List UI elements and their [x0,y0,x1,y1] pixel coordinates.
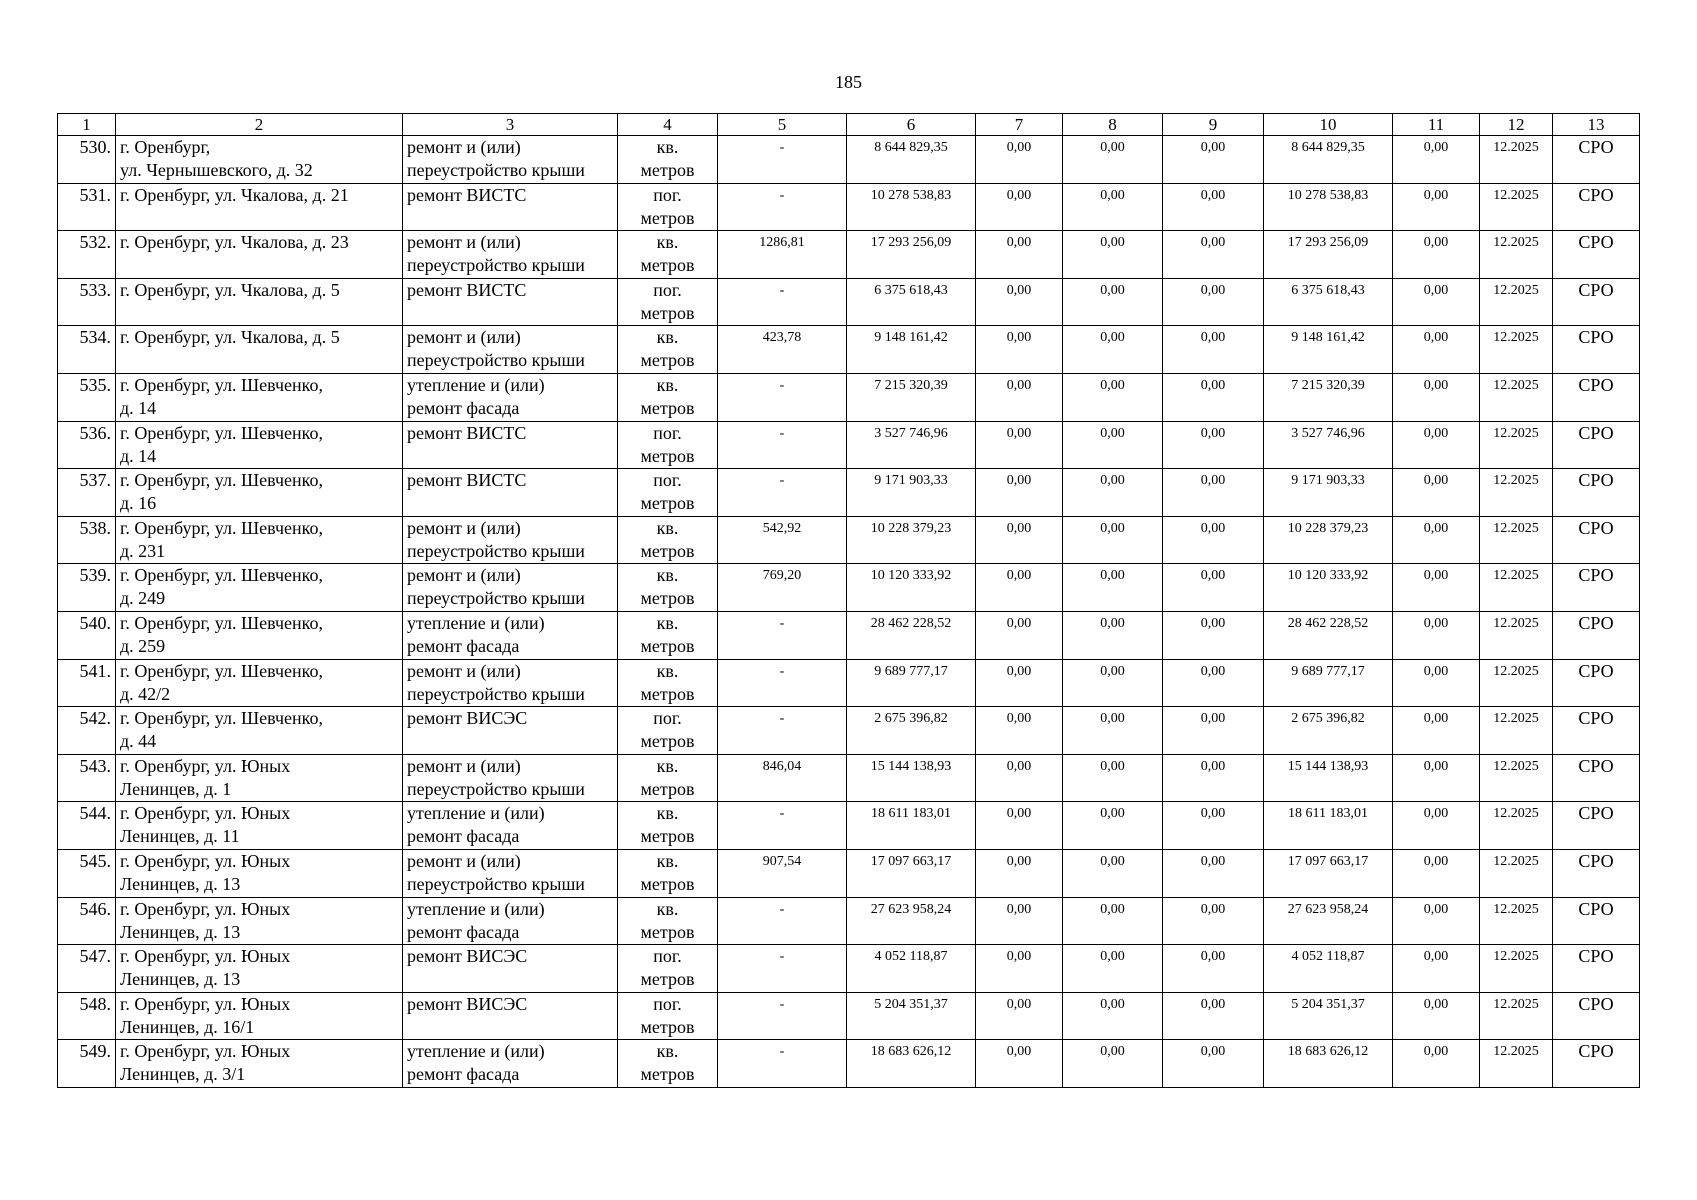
work-type-cell: ремонт ВИСТС [403,278,618,326]
cost-cell-8: 0,00 [1063,326,1163,374]
column-header: 2 [116,114,403,136]
table-row [58,1040,1640,1088]
row-number-cell: 543. [58,754,116,802]
executor-cell: СРО [1553,945,1640,993]
column-header: 6 [847,114,976,136]
cost-cell-10: 2 675 396,82 [1264,707,1393,755]
deadline-cell: 12.2025 [1480,897,1553,945]
cost-cell-7: 0,00 [976,278,1063,326]
deadline-cell: 12.2025 [1480,945,1553,993]
row-number-cell: 541. [58,659,116,707]
cost-cell-11: 0,00 [1393,945,1480,993]
quantity-cell: - [718,659,847,707]
table-body [58,136,1640,1088]
executor-cell: СРО [1553,469,1640,517]
column-header: 7 [976,114,1063,136]
cost-cell-9: 0,00 [1163,707,1264,755]
work-type-cell: ремонт и (или) переустройство крыши [403,231,618,279]
work-type-cell: ремонт и (или) переустройство крыши [403,516,618,564]
cost-cell-10: 9 689 777,17 [1264,659,1393,707]
table-row [58,136,1640,184]
quantity-cell: - [718,945,847,993]
executor-cell: СРО [1553,136,1640,184]
cost-cell-8: 0,00 [1063,611,1163,659]
cost-cell-8: 0,00 [1063,516,1163,564]
cost-cell-10: 17 097 663,17 [1264,849,1393,897]
unit-cell: кв. метров [618,897,718,945]
work-type-cell: ремонт ВИСТС [403,421,618,469]
unit-cell: пог. метров [618,945,718,993]
quantity-cell: 423,78 [718,326,847,374]
quantity-cell: - [718,278,847,326]
address-cell: г. Оренбург, ул. Юных Ленинцев, д. 13 [116,897,403,945]
table-row [58,231,1640,279]
cost-cell-10: 5 204 351,37 [1264,992,1393,1040]
cost-cell-8: 0,00 [1063,278,1163,326]
column-header: 13 [1553,114,1640,136]
executor-cell: СРО [1553,1040,1640,1088]
total-cost-cell: 7 215 320,39 [847,373,976,421]
address-cell: г. Оренбург, ул. Чкалова, д. 5 [116,326,403,374]
cost-cell-11: 0,00 [1393,469,1480,517]
table-row [58,849,1640,897]
quantity-cell: - [718,469,847,517]
cost-cell-7: 0,00 [976,611,1063,659]
cost-cell-10: 10 278 538,83 [1264,183,1393,231]
deadline-cell: 12.2025 [1480,326,1553,374]
cost-cell-8: 0,00 [1063,659,1163,707]
total-cost-cell: 9 171 903,33 [847,469,976,517]
executor-cell: СРО [1553,707,1640,755]
cost-cell-11: 0,00 [1393,659,1480,707]
total-cost-cell: 8 644 829,35 [847,136,976,184]
cost-cell-10: 6 375 618,43 [1264,278,1393,326]
total-cost-cell: 10 278 538,83 [847,183,976,231]
cost-cell-7: 0,00 [976,1040,1063,1088]
cost-cell-8: 0,00 [1063,849,1163,897]
table-row [58,421,1640,469]
cost-cell-7: 0,00 [976,802,1063,850]
cost-cell-11: 0,00 [1393,326,1480,374]
address-cell: г. Оренбург, ул. Шевченко, д. 14 [116,421,403,469]
executor-cell: СРО [1553,421,1640,469]
total-cost-cell: 18 683 626,12 [847,1040,976,1088]
total-cost-cell: 2 675 396,82 [847,707,976,755]
work-type-cell: утепление и (или) ремонт фасада [403,897,618,945]
cost-cell-10: 4 052 118,87 [1264,945,1393,993]
cost-cell-8: 0,00 [1063,373,1163,421]
executor-cell: СРО [1553,373,1640,421]
unit-cell: пог. метров [618,469,718,517]
work-type-cell: утепление и (или) ремонт фасада [403,802,618,850]
work-type-cell: ремонт и (или) переустройство крыши [403,849,618,897]
cost-cell-10: 7 215 320,39 [1264,373,1393,421]
address-cell: г. Оренбург, ул. Шевченко, д. 16 [116,469,403,517]
cost-cell-8: 0,00 [1063,564,1163,612]
unit-cell: кв. метров [618,136,718,184]
cost-cell-7: 0,00 [976,897,1063,945]
row-number-cell: 533. [58,278,116,326]
deadline-cell: 12.2025 [1480,136,1553,184]
cost-cell-9: 0,00 [1163,945,1264,993]
table-row [58,183,1640,231]
table-row [58,564,1640,612]
cost-cell-11: 0,00 [1393,564,1480,612]
unit-cell: кв. метров [618,231,718,279]
cost-cell-8: 0,00 [1063,136,1163,184]
executor-cell: СРО [1553,231,1640,279]
unit-cell: пог. метров [618,992,718,1040]
column-header: 1 [58,114,116,136]
row-number-cell: 537. [58,469,116,517]
executor-cell: СРО [1553,659,1640,707]
quantity-cell: - [718,373,847,421]
work-type-cell: ремонт и (или) переустройство крыши [403,754,618,802]
total-cost-cell: 17 097 663,17 [847,849,976,897]
executor-cell: СРО [1553,183,1640,231]
deadline-cell: 12.2025 [1480,849,1553,897]
executor-cell: СРО [1553,564,1640,612]
cost-cell-9: 0,00 [1163,136,1264,184]
cost-cell-7: 0,00 [976,564,1063,612]
deadline-cell: 12.2025 [1480,659,1553,707]
row-number-cell: 535. [58,373,116,421]
cost-cell-7: 0,00 [976,754,1063,802]
column-header: 3 [403,114,618,136]
cost-cell-9: 0,00 [1163,754,1264,802]
cost-cell-8: 0,00 [1063,421,1163,469]
cost-cell-11: 0,00 [1393,183,1480,231]
unit-cell: кв. метров [618,849,718,897]
cost-cell-9: 0,00 [1163,373,1264,421]
cost-cell-11: 0,00 [1393,611,1480,659]
quantity-cell: 907,54 [718,849,847,897]
deadline-cell: 12.2025 [1480,516,1553,564]
deadline-cell: 12.2025 [1480,611,1553,659]
cost-cell-7: 0,00 [976,421,1063,469]
quantity-cell: - [718,611,847,659]
column-header: 9 [1163,114,1264,136]
quantity-cell: 769,20 [718,564,847,612]
table-row [58,754,1640,802]
table-row [58,659,1640,707]
work-type-cell: ремонт ВИСЭС [403,707,618,755]
executor-cell: СРО [1553,754,1640,802]
work-type-cell: ремонт ВИСТС [403,183,618,231]
row-number-cell: 539. [58,564,116,612]
total-cost-cell: 27 623 958,24 [847,897,976,945]
address-cell: г. Оренбург, ул. Чкалова, д. 21 [116,183,403,231]
cost-cell-11: 0,00 [1393,421,1480,469]
cost-cell-11: 0,00 [1393,1040,1480,1088]
unit-cell: кв. метров [618,373,718,421]
work-type-cell: ремонт ВИСЭС [403,945,618,993]
cost-cell-7: 0,00 [976,373,1063,421]
total-cost-cell: 9 148 161,42 [847,326,976,374]
quantity-cell: - [718,1040,847,1088]
cost-cell-7: 0,00 [976,469,1063,517]
cost-cell-7: 0,00 [976,659,1063,707]
cost-cell-7: 0,00 [976,945,1063,993]
quantity-cell: - [718,421,847,469]
table-row [58,897,1640,945]
work-type-cell: ремонт ВИСЭС [403,992,618,1040]
cost-cell-11: 0,00 [1393,516,1480,564]
cost-cell-9: 0,00 [1163,897,1264,945]
address-cell: г. Оренбург, ул. Шевченко, д. 259 [116,611,403,659]
work-type-cell: утепление и (или) ремонт фасада [403,1040,618,1088]
cost-cell-9: 0,00 [1163,611,1264,659]
total-cost-cell: 4 052 118,87 [847,945,976,993]
cost-cell-10: 3 527 746,96 [1264,421,1393,469]
address-cell: г. Оренбург, ул. Шевченко, д. 14 [116,373,403,421]
address-cell: г. Оренбург, ул. Чернышевского, д. 32 [116,136,403,184]
total-cost-cell: 9 689 777,17 [847,659,976,707]
executor-cell: СРО [1553,278,1640,326]
cost-cell-8: 0,00 [1063,945,1163,993]
table-row [58,326,1640,374]
executor-cell: СРО [1553,326,1640,374]
deadline-cell: 12.2025 [1480,231,1553,279]
cost-cell-9: 0,00 [1163,802,1264,850]
cost-cell-11: 0,00 [1393,278,1480,326]
row-number-cell: 542. [58,707,116,755]
row-number-cell: 548. [58,992,116,1040]
cost-cell-7: 0,00 [976,707,1063,755]
repair-schedule-table [57,113,1640,1088]
table-row [58,516,1640,564]
unit-cell: кв. метров [618,611,718,659]
cost-cell-8: 0,00 [1063,802,1163,850]
address-cell: г. Оренбург, ул. Чкалова, д. 5 [116,278,403,326]
deadline-cell: 12.2025 [1480,421,1553,469]
cost-cell-9: 0,00 [1163,992,1264,1040]
row-number-cell: 545. [58,849,116,897]
row-number-cell: 549. [58,1040,116,1088]
table-row [58,373,1640,421]
cost-cell-9: 0,00 [1163,469,1264,517]
deadline-cell: 12.2025 [1480,707,1553,755]
table-row [58,469,1640,517]
cost-cell-11: 0,00 [1393,849,1480,897]
cost-cell-9: 0,00 [1163,849,1264,897]
unit-cell: кв. метров [618,326,718,374]
cost-cell-10: 18 683 626,12 [1264,1040,1393,1088]
cost-cell-9: 0,00 [1163,326,1264,374]
cost-cell-8: 0,00 [1063,754,1163,802]
row-number-cell: 538. [58,516,116,564]
total-cost-cell: 3 527 746,96 [847,421,976,469]
executor-cell: СРО [1553,849,1640,897]
deadline-cell: 12.2025 [1480,1040,1553,1088]
column-number-row [58,114,1640,136]
cost-cell-10: 27 623 958,24 [1264,897,1393,945]
cost-cell-9: 0,00 [1163,516,1264,564]
cost-cell-8: 0,00 [1063,897,1163,945]
unit-cell: кв. метров [618,802,718,850]
cost-cell-11: 0,00 [1393,373,1480,421]
total-cost-cell: 5 204 351,37 [847,992,976,1040]
deadline-cell: 12.2025 [1480,469,1553,517]
address-cell: г. Оренбург, ул. Юных Ленинцев, д. 1 [116,754,403,802]
deadline-cell: 12.2025 [1480,992,1553,1040]
cost-cell-8: 0,00 [1063,1040,1163,1088]
work-type-cell: ремонт и (или) переустройство крыши [403,659,618,707]
executor-cell: СРО [1553,611,1640,659]
cost-cell-10: 8 644 829,35 [1264,136,1393,184]
cost-cell-10: 10 228 379,23 [1264,516,1393,564]
address-cell: г. Оренбург, ул. Юных Ленинцев, д. 3/1 [116,1040,403,1088]
cost-cell-8: 0,00 [1063,992,1163,1040]
cost-cell-7: 0,00 [976,992,1063,1040]
cost-cell-11: 0,00 [1393,992,1480,1040]
work-type-cell: ремонт ВИСТС [403,469,618,517]
cost-cell-7: 0,00 [976,849,1063,897]
deadline-cell: 12.2025 [1480,278,1553,326]
executor-cell: СРО [1553,897,1640,945]
address-cell: г. Оренбург, ул. Юных Ленинцев, д. 16/1 [116,992,403,1040]
cost-cell-11: 0,00 [1393,707,1480,755]
table-row [58,945,1640,993]
cost-cell-7: 0,00 [976,516,1063,564]
total-cost-cell: 10 228 379,23 [847,516,976,564]
total-cost-cell: 10 120 333,92 [847,564,976,612]
deadline-cell: 12.2025 [1480,183,1553,231]
cost-cell-10: 10 120 333,92 [1264,564,1393,612]
quantity-cell: - [718,992,847,1040]
column-header: 12 [1480,114,1553,136]
unit-cell: кв. метров [618,564,718,612]
total-cost-cell: 6 375 618,43 [847,278,976,326]
cost-cell-7: 0,00 [976,183,1063,231]
cost-cell-8: 0,00 [1063,231,1163,279]
total-cost-cell: 28 462 228,52 [847,611,976,659]
cost-cell-7: 0,00 [976,136,1063,184]
row-number-cell: 547. [58,945,116,993]
column-header: 5 [718,114,847,136]
work-type-cell: ремонт и (или) переустройство крыши [403,326,618,374]
quantity-cell: - [718,183,847,231]
table-row [58,992,1640,1040]
quantity-cell: - [718,802,847,850]
unit-cell: кв. метров [618,1040,718,1088]
address-cell: г. Оренбург, ул. Юных Ленинцев, д. 11 [116,802,403,850]
cost-cell-10: 15 144 138,93 [1264,754,1393,802]
cost-cell-9: 0,00 [1163,183,1264,231]
table-row [58,707,1640,755]
cost-cell-9: 0,00 [1163,564,1264,612]
cost-cell-10: 9 171 903,33 [1264,469,1393,517]
cost-cell-10: 18 611 183,01 [1264,802,1393,850]
total-cost-cell: 18 611 183,01 [847,802,976,850]
deadline-cell: 12.2025 [1480,373,1553,421]
quantity-cell: 542,92 [718,516,847,564]
cost-cell-11: 0,00 [1393,897,1480,945]
total-cost-cell: 15 144 138,93 [847,754,976,802]
cost-cell-9: 0,00 [1163,278,1264,326]
unit-cell: пог. метров [618,278,718,326]
executor-cell: СРО [1553,516,1640,564]
unit-cell: пог. метров [618,707,718,755]
cost-cell-10: 28 462 228,52 [1264,611,1393,659]
quantity-cell: - [718,136,847,184]
address-cell: г. Оренбург, ул. Шевченко, д. 44 [116,707,403,755]
executor-cell: СРО [1553,992,1640,1040]
row-number-cell: 540. [58,611,116,659]
cost-cell-9: 0,00 [1163,231,1264,279]
address-cell: г. Оренбург, ул. Юных Ленинцев, д. 13 [116,945,403,993]
quantity-cell: - [718,897,847,945]
address-cell: г. Оренбург, ул. Чкалова, д. 23 [116,231,403,279]
cost-cell-10: 17 293 256,09 [1264,231,1393,279]
deadline-cell: 12.2025 [1480,802,1553,850]
address-cell: г. Оренбург, ул. Шевченко, д. 42/2 [116,659,403,707]
quantity-cell: 846,04 [718,754,847,802]
unit-cell: пог. метров [618,183,718,231]
work-type-cell: ремонт и (или) переустройство крыши [403,564,618,612]
total-cost-cell: 17 293 256,09 [847,231,976,279]
cost-cell-8: 0,00 [1063,707,1163,755]
cost-cell-7: 0,00 [976,231,1063,279]
column-header: 11 [1393,114,1480,136]
page-number: 185 [835,72,862,92]
cost-cell-10: 9 148 161,42 [1264,326,1393,374]
deadline-cell: 12.2025 [1480,754,1553,802]
table-row [58,802,1640,850]
cost-cell-7: 0,00 [976,326,1063,374]
cost-cell-9: 0,00 [1163,421,1264,469]
work-type-cell: утепление и (или) ремонт фасада [403,373,618,421]
deadline-cell: 12.2025 [1480,564,1553,612]
cost-cell-11: 0,00 [1393,802,1480,850]
cost-cell-9: 0,00 [1163,1040,1264,1088]
table-row [58,611,1640,659]
work-type-cell: утепление и (или) ремонт фасада [403,611,618,659]
unit-cell: кв. метров [618,754,718,802]
address-cell: г. Оренбург, ул. Юных Ленинцев, д. 13 [116,849,403,897]
cost-cell-8: 0,00 [1063,183,1163,231]
table-row [58,278,1640,326]
column-header: 4 [618,114,718,136]
unit-cell: пог. метров [618,421,718,469]
unit-cell: кв. метров [618,516,718,564]
executor-cell: СРО [1553,802,1640,850]
quantity-cell: - [718,707,847,755]
work-type-cell: ремонт и (или) переустройство крыши [403,136,618,184]
quantity-cell: 1286,81 [718,231,847,279]
row-number-cell: 546. [58,897,116,945]
address-cell: г. Оренбург, ул. Шевченко, д. 231 [116,516,403,564]
address-cell: г. Оренбург, ул. Шевченко, д. 249 [116,564,403,612]
cost-cell-9: 0,00 [1163,659,1264,707]
cost-cell-11: 0,00 [1393,231,1480,279]
row-number-cell: 544. [58,802,116,850]
row-number-cell: 532. [58,231,116,279]
row-number-cell: 534. [58,326,116,374]
column-header: 10 [1264,114,1393,136]
row-number-cell: 536. [58,421,116,469]
cost-cell-8: 0,00 [1063,469,1163,517]
unit-cell: кв. метров [618,659,718,707]
column-header: 8 [1063,114,1163,136]
row-number-cell: 530. [58,136,116,184]
row-number-cell: 531. [58,183,116,231]
cost-cell-11: 0,00 [1393,136,1480,184]
cost-cell-11: 0,00 [1393,754,1480,802]
